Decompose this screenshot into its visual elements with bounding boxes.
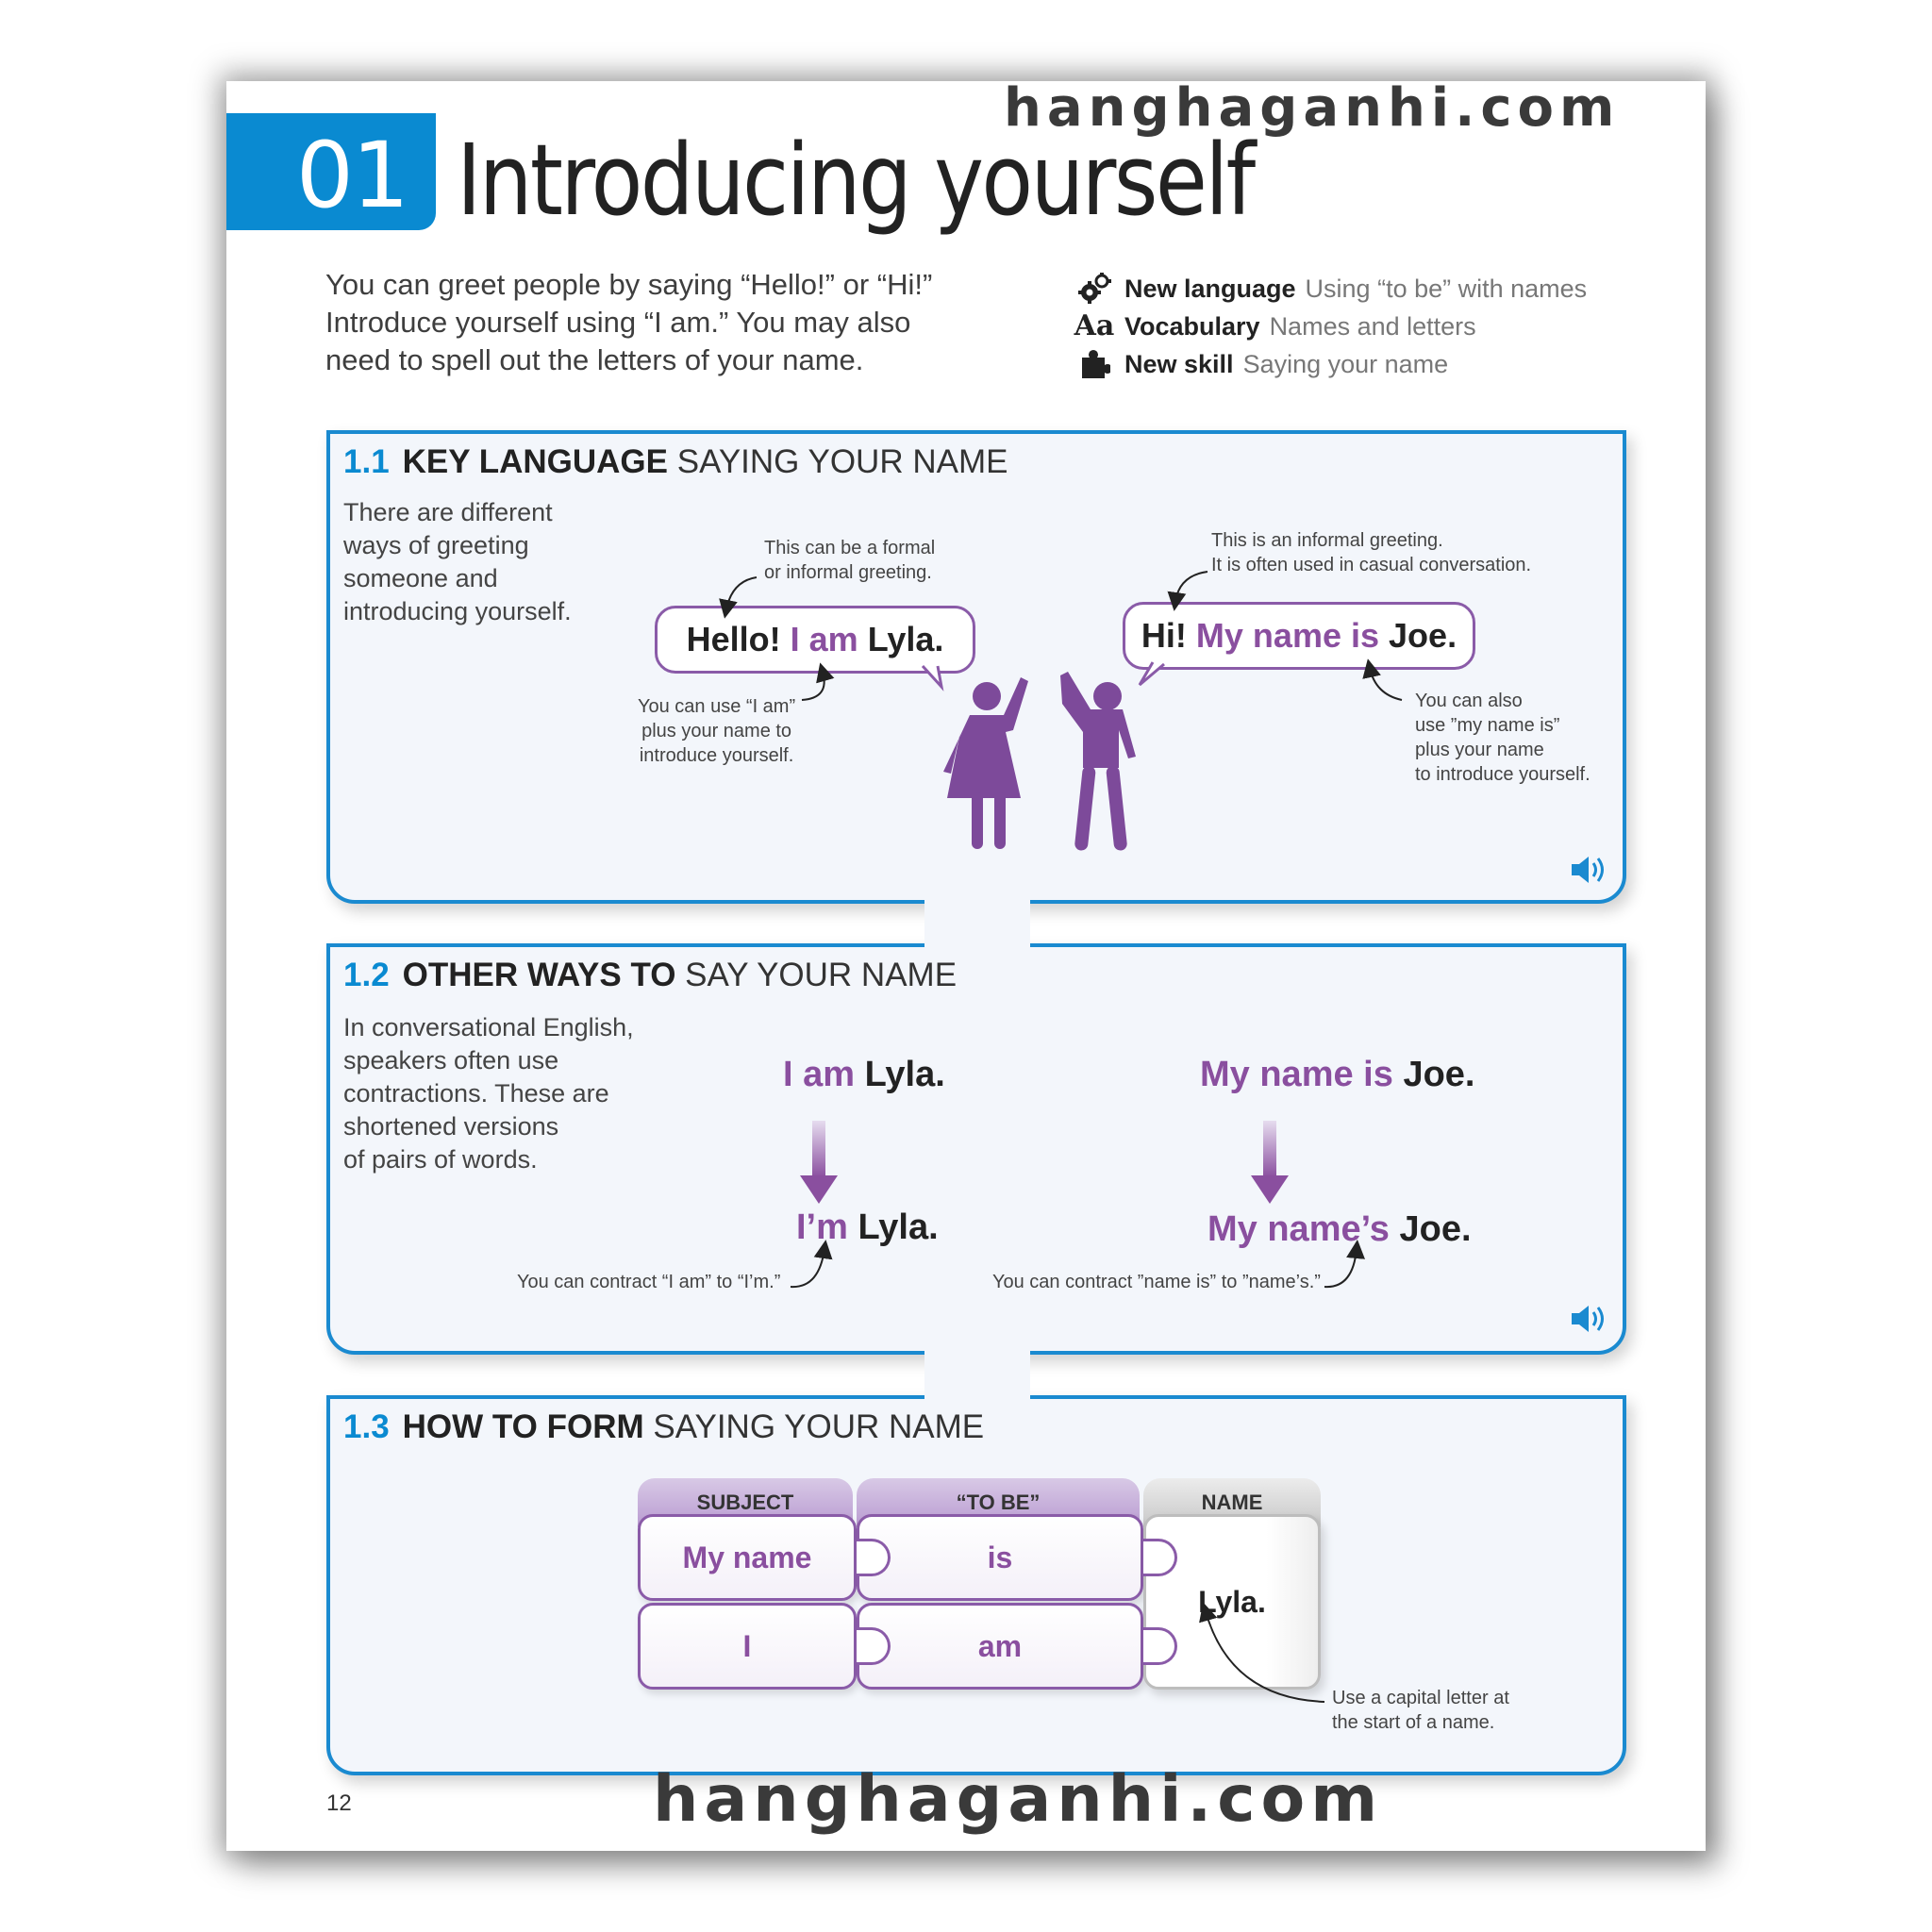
bubble-text-highlight: I am (790, 620, 858, 658)
section-key-language (326, 430, 1626, 904)
page-title: Introducing yourself (457, 123, 1254, 238)
note-line: introduce yourself. (639, 745, 794, 766)
bubble-text: Lyla. (867, 620, 944, 658)
note-line: or informal greeting. (764, 562, 932, 583)
section-title (343, 443, 1008, 481)
desc-line: speakers often use (343, 1046, 559, 1074)
note-i-am (638, 694, 795, 768)
bubble-text-highlight: My name is (1195, 616, 1380, 655)
note-contract-i-am: You can contract “I am” to “I’m.” (517, 1272, 781, 1292)
note-line: Use a capital letter at (1332, 1688, 1509, 1708)
section-number: 1.2 (343, 957, 390, 993)
note-line: It is often used in casual conversation. (1211, 555, 1532, 575)
vocabulary-icon: Aa (1074, 309, 1115, 342)
bubble-text: Hello! (686, 620, 781, 658)
note-line: plus your name to (641, 721, 792, 741)
section-title-bold: KEY LANGUAGE (402, 443, 668, 480)
meta-value: Saying your name (1242, 350, 1449, 378)
desc-line: of pairs of words. (343, 1145, 538, 1174)
watermark-top: hanghaganhi.com (1004, 77, 1621, 139)
note-capital-letter (1332, 1686, 1509, 1735)
intro-text: You can greet people by saying “Hello!” or “Hi!” Introduce yourself using “I am.” You may also need to spell out the letters of your name. (325, 268, 933, 376)
chapter-number: 01 (295, 123, 408, 228)
table-header-name: NAME (1143, 1478, 1321, 1527)
speech-bubble-lyla (655, 606, 975, 674)
desc-line: someone and (343, 564, 498, 592)
phrase-my-name-is-joe (1200, 1055, 1474, 1095)
phrase-text: Lyla. (864, 1055, 945, 1094)
meta-vocabulary (1075, 308, 1587, 345)
phrase-text: Joe. (1399, 1209, 1472, 1249)
section-connector (924, 896, 1030, 951)
note-line: to introduce yourself. (1415, 764, 1591, 785)
section-how-to-form (326, 1395, 1626, 1775)
gears-icon (1075, 273, 1113, 305)
section-title (343, 957, 957, 994)
note-line: You can use “I am” (638, 696, 796, 717)
phrase-highlight: I’m (796, 1208, 848, 1247)
meta-new-language (1075, 270, 1587, 308)
section-title-light: SAYING YOUR NAME (653, 1408, 985, 1445)
desc-line: There are different (343, 498, 553, 526)
section-connector (924, 1347, 1030, 1402)
phrase-highlight: My name’s (1208, 1209, 1390, 1249)
section-title-light: SAY YOUR NAME (685, 957, 958, 993)
audio-speaker-icon[interactable] (1570, 1302, 1607, 1336)
section-title-light: SAYING YOUR NAME (676, 443, 1008, 480)
section-number: 1.1 (343, 443, 390, 480)
note-my-name-is (1415, 689, 1591, 787)
note-line: This is an informal greeting. (1211, 530, 1443, 551)
desc-line: introducing yourself. (343, 597, 572, 625)
table-cell-name: Lyla. (1143, 1514, 1321, 1690)
phrase-text: Joe. (1403, 1055, 1475, 1094)
note-line: You can also (1415, 691, 1523, 711)
watermark-bottom: hanghaganhi.com (653, 1762, 1384, 1837)
table-cell-to-be: am (857, 1603, 1143, 1690)
desc-line: shortened versions (343, 1112, 559, 1141)
table-cell-subject: I (638, 1603, 857, 1690)
arrow-down-icon (1251, 1121, 1289, 1206)
meta-key: New skill (1124, 350, 1234, 378)
bubble-text: Hi! (1141, 616, 1187, 655)
lesson-meta (1075, 270, 1587, 383)
section-description (343, 1011, 634, 1176)
speech-bubble-joe (1123, 602, 1475, 670)
desc-line: In conversational English, (343, 1013, 634, 1041)
puzzle-icon (1075, 348, 1113, 380)
desc-line: contractions. These are (343, 1079, 609, 1108)
phrase-highlight: My name is (1200, 1055, 1393, 1094)
section-description (343, 496, 572, 628)
section-other-ways (326, 943, 1626, 1355)
table-cell-subject: My name (638, 1514, 857, 1601)
phrase-i-am-lyla (783, 1055, 945, 1095)
table-cell-to-be: is (857, 1514, 1143, 1601)
phrase-text: Lyla. (858, 1208, 939, 1247)
note-formal-greeting (764, 536, 935, 585)
note-line: the start of a name. (1332, 1712, 1495, 1733)
table-header-subject: SUBJECT (638, 1478, 853, 1527)
bubble-text: Joe. (1389, 616, 1457, 655)
note-informal-greeting (1211, 528, 1531, 577)
phrase-my-names-joe (1208, 1209, 1472, 1250)
table-header-to-be: “TO BE” (857, 1478, 1140, 1527)
note-contract-name-is: You can contract ”name is” to ”name’s.” (992, 1272, 1321, 1292)
section-title-bold: HOW TO FORM (402, 1408, 644, 1445)
desc-line: ways of greeting (343, 531, 529, 559)
meta-key: New language (1124, 275, 1296, 303)
phrase-highlight: I am (783, 1055, 856, 1094)
audio-speaker-icon[interactable] (1570, 853, 1607, 887)
arrow-down-icon (800, 1121, 838, 1206)
note-line: This can be a formal (764, 538, 936, 558)
page-number: 12 (326, 1790, 352, 1816)
section-title-bold: OTHER WAYS TO (402, 957, 676, 993)
note-line: plus your name (1415, 740, 1544, 760)
phrase-im-lyla (796, 1208, 939, 1248)
note-line: use ”my name is” (1415, 715, 1560, 736)
section-number: 1.3 (343, 1408, 390, 1445)
meta-key: Vocabulary (1124, 312, 1260, 341)
meta-value: Names and letters (1269, 312, 1476, 341)
meta-value: Using “to be” with names (1305, 275, 1588, 303)
section-title (343, 1408, 984, 1446)
meta-new-skill (1075, 345, 1587, 383)
sentence-formation-table (638, 1478, 1317, 1705)
chapter-number-block (226, 113, 436, 230)
